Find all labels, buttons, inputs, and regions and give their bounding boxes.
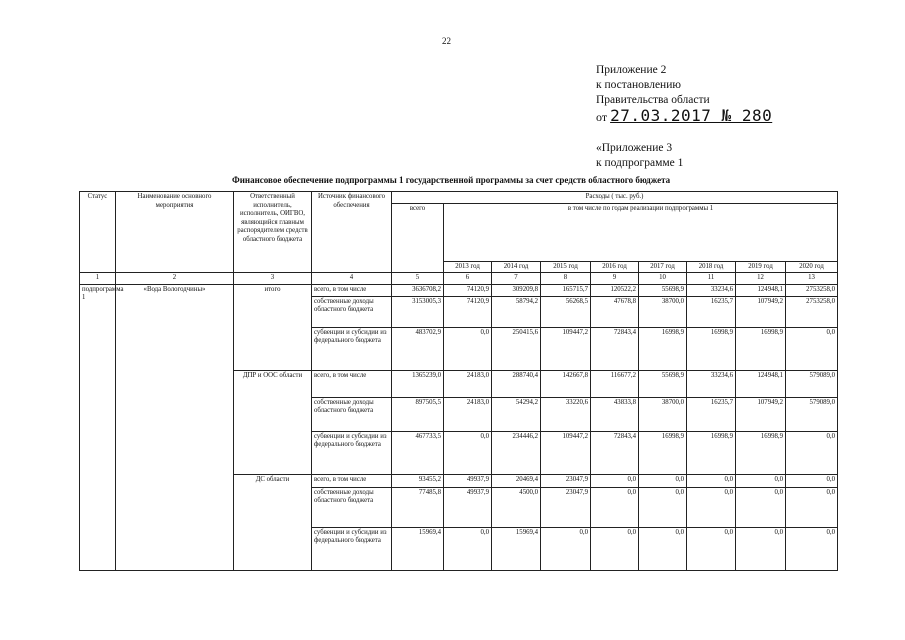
source-cell: собственные доходы областного бюджета [312,397,392,431]
head-year: 2019 год [736,261,786,273]
value-cell: 0,0 [786,527,838,570]
document-title: Финансовое обеспечение подпрограммы 1 государственной программы за счет средств областного бюджета [232,175,671,185]
value-cell: 33234,6 [687,370,736,397]
source-cell: всего, в том числе [312,284,392,296]
source-cell: всего, в том числе [312,370,392,397]
value-cell: 0,0 [736,474,786,487]
col-number: 2 [116,273,234,285]
head-status: Статус [80,192,116,273]
value-cell: 4500,0 [492,487,541,527]
annex-header [596,63,772,125]
annex-date-line [596,108,772,125]
value-cell: 49937,9 [444,474,492,487]
column-number-row [80,273,838,285]
value-cell: 0,0 [591,474,639,487]
value-cell: 0,0 [687,527,736,570]
value-cell: 55698,9 [639,370,687,397]
head-year: 2016 год [591,261,639,273]
source-cell: субвенции и субсидии из федерального бюджета [312,327,392,370]
value-cell: 72843,4 [591,327,639,370]
value-cell: 120522,2 [591,284,639,296]
value-cell: 579089,0 [786,370,838,397]
value-cell: 0,0 [444,327,492,370]
annex-line: Правительства области [596,94,710,106]
value-cell: 72843,4 [591,431,639,474]
col-number: 10 [639,273,687,285]
head-expenses: Расходы ( тыс. руб.) [392,192,838,204]
source-cell: всего, в том числе [312,474,392,487]
head-year: 2018 год [687,261,736,273]
head-year: 2020 год [786,261,838,273]
value-cell: 107949,2 [736,296,786,327]
head-executor: Ответственный исполнитель, исполнитель, ОИГВО, являющийся главным распорядителем средств областного бюджета [234,192,312,273]
value-cell: 49937,9 [444,487,492,527]
value-cell: 124948,1 [736,370,786,397]
value-cell: 0,0 [444,431,492,474]
value-cell: 16235,7 [687,397,736,431]
annex3-line: к подпрограмме 1 [596,157,684,169]
col-number: 4 [312,273,392,285]
source-cell: собственные доходы областного бюджета [312,487,392,527]
value-cell: 250415,6 [492,327,541,370]
table-body [80,284,838,570]
value-cell: 0,0 [786,474,838,487]
value-cell: 16998,9 [736,431,786,474]
value-cell: 77485,8 [392,487,444,527]
value-cell: 16998,9 [639,431,687,474]
source-cell: субвенции и субсидии из федерального бюджета [312,527,392,570]
value-cell: 56268,5 [541,296,591,327]
value-cell: 2753258,0 [786,284,838,296]
value-cell: 109447,2 [541,327,591,370]
value-cell: 0,0 [591,487,639,527]
annex-line: к постановлению [596,79,681,91]
col-number: 3 [234,273,312,285]
value-cell: 16998,9 [687,327,736,370]
value-cell: 24183,0 [444,397,492,431]
value-cell: 288740,4 [492,370,541,397]
value-cell: 0,0 [736,527,786,570]
value-cell: 33234,6 [687,284,736,296]
col-number: 7 [492,273,541,285]
source-cell: собственные доходы областного бюджета [312,296,392,327]
col-number: 6 [444,273,492,285]
value-cell: 23047,9 [541,487,591,527]
col-number: 12 [736,273,786,285]
executor-cell: ДС области [234,474,312,570]
executor-cell: итого [234,284,312,370]
value-cell: 483702,9 [392,327,444,370]
col-number: 11 [687,273,736,285]
value-cell: 0,0 [786,487,838,527]
value-cell: 0,0 [541,527,591,570]
date-stamp: 27.03.2017 № 280 [610,106,773,125]
head-year: 2017 год [639,261,687,273]
head-measure: Наименование основного мероприятия [116,192,234,273]
value-cell: 1365239,0 [392,370,444,397]
value-cell: 43833,8 [591,397,639,431]
value-cell: 38700,0 [639,296,687,327]
value-cell: 0,0 [639,527,687,570]
value-cell: 16998,9 [639,327,687,370]
col-number: 8 [541,273,591,285]
value-cell: 309209,8 [492,284,541,296]
value-cell: 23047,9 [541,474,591,487]
value-cell: 55698,9 [639,284,687,296]
annex3-header [596,141,683,171]
col-number: 1 [80,273,116,285]
value-cell: 16998,9 [687,431,736,474]
value-cell: 124948,1 [736,284,786,296]
value-cell: 0,0 [736,487,786,527]
value-cell: 0,0 [687,487,736,527]
source-cell: субвенции и субсидии из федерального бюджета [312,431,392,474]
value-cell: 0,0 [687,474,736,487]
value-cell: 3153005,3 [392,296,444,327]
value-cell: 20469,4 [492,474,541,487]
value-cell: 24183,0 [444,370,492,397]
value-cell: 0,0 [786,431,838,474]
value-cell: 16998,9 [736,327,786,370]
col-number: 9 [591,273,639,285]
value-cell: 54294,2 [492,397,541,431]
value-cell: 74120,9 [444,296,492,327]
value-cell: 74120,9 [444,284,492,296]
value-cell: 109447,2 [541,431,591,474]
value-cell: 0,0 [591,527,639,570]
head-year: 2013 год [444,261,492,273]
measure-cell: «Вода Вологодчины» [116,284,234,570]
page-number: 22 [442,36,451,46]
table-row [80,284,838,296]
value-cell: 0,0 [639,487,687,527]
col-number: 5 [392,273,444,285]
head-year: 2014 год [492,261,541,273]
value-cell: 3636708,2 [392,284,444,296]
value-cell: 2753258,0 [786,296,838,327]
value-cell: 142667,8 [541,370,591,397]
value-cell: 33220,6 [541,397,591,431]
annex-line: Приложение 2 [596,64,667,76]
value-cell: 38700,0 [639,397,687,431]
value-cell: 0,0 [444,527,492,570]
value-cell: 579089,0 [786,397,838,431]
executor-cell: ДПР и ООС области [234,370,312,474]
value-cell: 0,0 [786,327,838,370]
value-cell: 107949,2 [736,397,786,431]
value-cell: 15969,4 [492,527,541,570]
value-cell: 58794,2 [492,296,541,327]
value-cell: 234446,2 [492,431,541,474]
value-cell: 16235,7 [687,296,736,327]
value-cell: 116677,2 [591,370,639,397]
value-cell: 47678,8 [591,296,639,327]
value-cell: 897505,5 [392,397,444,431]
value-cell: 93455,2 [392,474,444,487]
finance-table [79,191,838,571]
status-cell: подпрограмма 1 [80,284,116,570]
date-prefix: от [596,110,608,124]
head-year: 2015 год [541,261,591,273]
value-cell: 15969,4 [392,527,444,570]
head-total: всего [392,203,444,273]
head-source: Источник финансового обеспечения [312,192,392,273]
value-cell: 467733,5 [392,431,444,474]
value-cell: 165715,7 [541,284,591,296]
head-by-years: в том числе по годам реализации подпрограммы 1 [444,203,838,261]
annex3-line: «Приложение 3 [596,142,673,154]
col-number: 13 [786,273,838,285]
value-cell: 0,0 [639,474,687,487]
